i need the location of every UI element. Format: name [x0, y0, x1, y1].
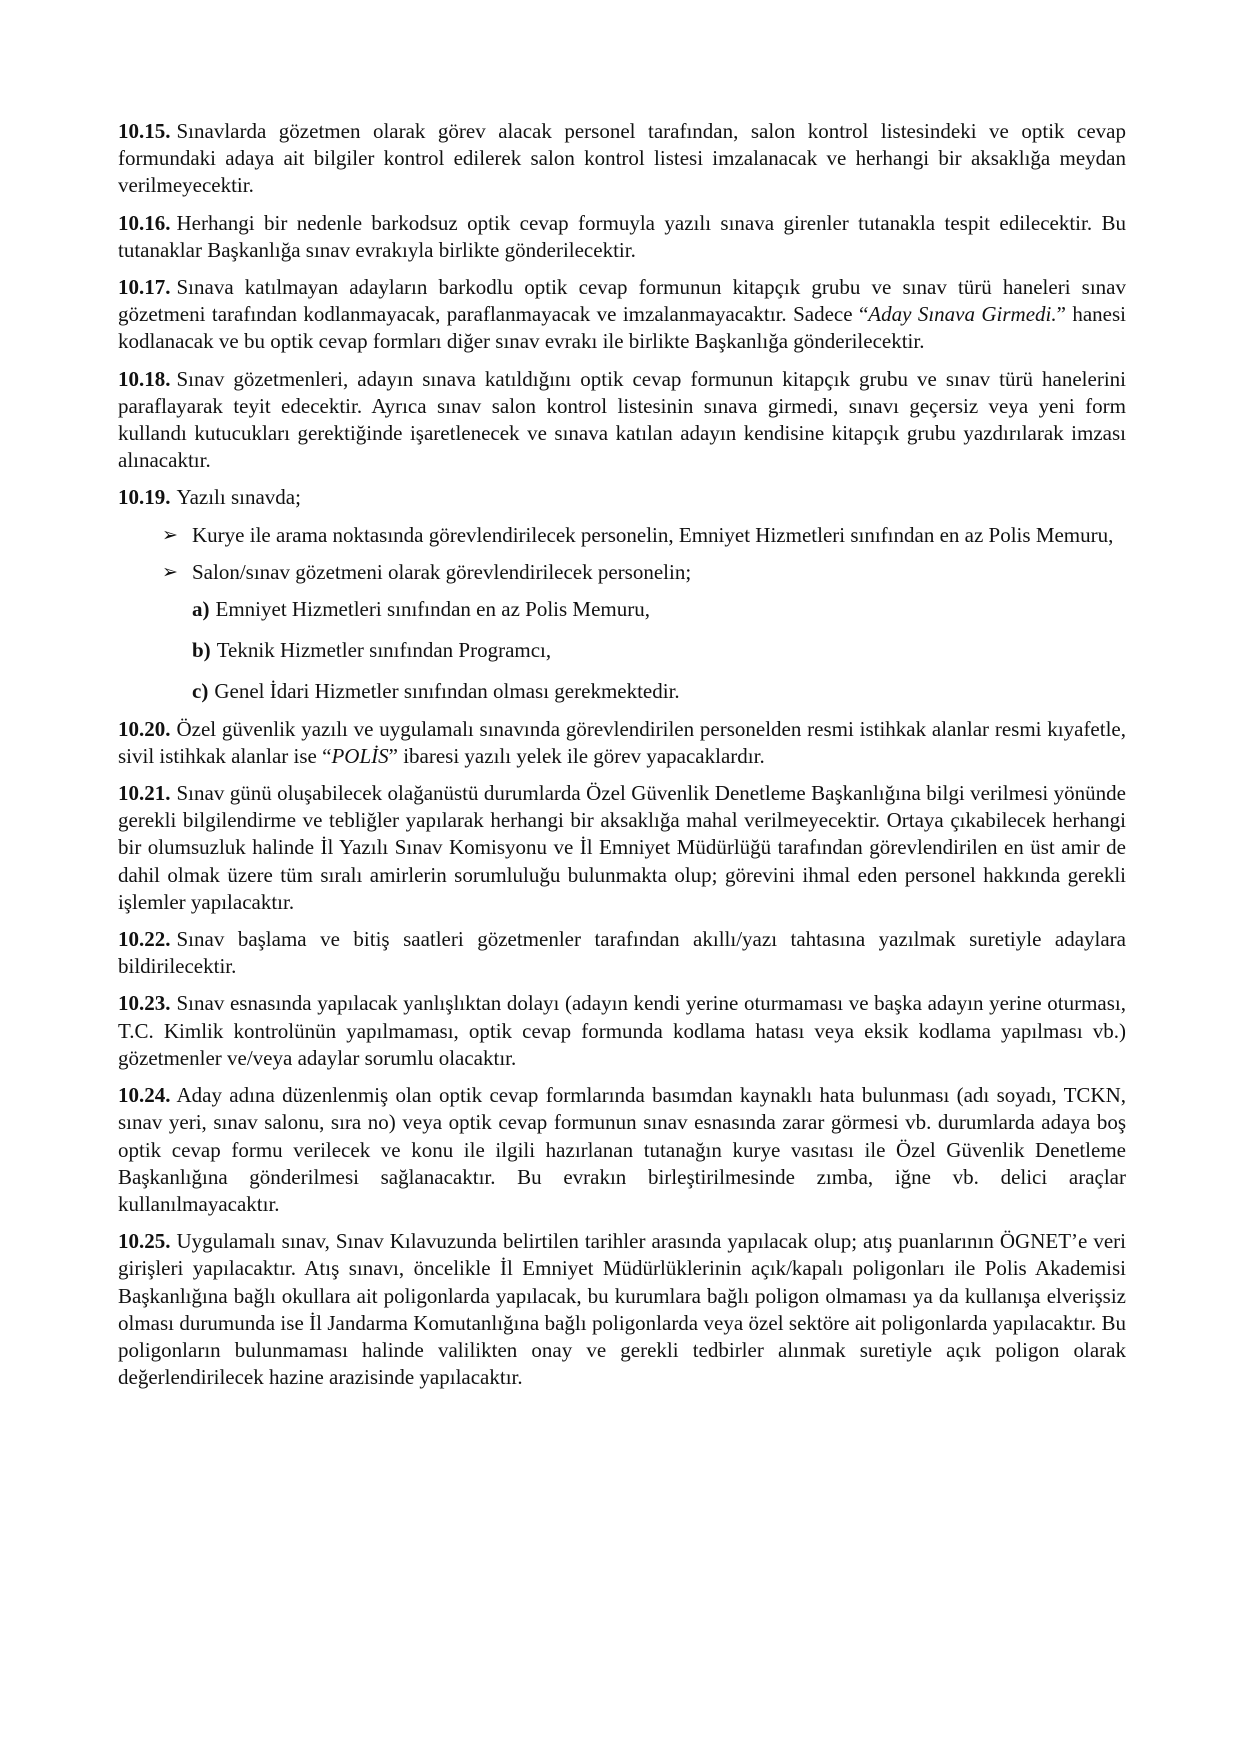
- section-number: 10.15.: [118, 119, 171, 143]
- section-number: 10.19.: [118, 485, 171, 510]
- bullet-item: [118, 522, 1126, 549]
- section-text: Sınav başlama ve bitiş saatleri gözetmenler tarafından akıllı/yazı tahtasına yazılmak suretiyle adaylara bildirilecektir.: [118, 927, 1126, 979]
- document-page: [118, 118, 1126, 1401]
- sub-item-b: [118, 637, 1126, 664]
- section-text: Aday adına düzenlenmiş olan optik cevap formlarında basımdan kaynaklı hata bulunması (adı soyadı, TCKN, sınav yeri, sınav salonu, sıra no) veya optik cevap formunun sınav esnasında zarar görmesi vb. durumlarda adaya boş optik cevap formu verilecek ve konu ile ilgili hazırlanan tutanağın kurye vasıtası ile Özel Güvenlik Denetleme Başkanlığına gönderilmesi sağlanacaktır. Bu evrakın birleştirilmesinde zımba, iğne vb. delici araçlar kullanılmayacaktır.: [118, 1083, 1126, 1216]
- arrowhead-bullet-icon: ➢: [162, 561, 178, 583]
- section-10-23: [118, 990, 1126, 1072]
- sub-item-letter: a): [192, 597, 210, 622]
- section-text-continued: ” hanesi kodlanacak ve bu optik cevap formları diğer sınav evrakı ile birlikte Başkanlığa gönderilecektir.: [118, 302, 1126, 354]
- section-number: 10.24.: [118, 1083, 171, 1108]
- sub-item-text: Emniyet Hizmetleri sınıfından en az Polis Memuru,: [215, 597, 650, 622]
- section-10-17: [118, 274, 1126, 356]
- bullet-item: [118, 559, 1126, 586]
- section-text: Yazılı sınavda;: [176, 485, 301, 510]
- section-number: 10.16.: [118, 210, 171, 235]
- section-number: 10.20.: [118, 716, 171, 741]
- section-10-15: [118, 118, 1126, 200]
- section-text: Herhangi bir nedenle barkodsuz optik cevap formuyla yazılı sınava girenler tutanakla tespit edilecektir. Bu tutanaklar Başkanlığa sınav evrakıyla birlikte gönderilecektir.: [118, 210, 1126, 262]
- section-text: Uygulamalı sınav, Sınav Kılavuzunda belirtilen tarihler arasında yapılacak olup; atış puanlarının ÖGNET’e veri girişleri yapılacaktır. Atış sınavı, öncelikle İl Emniyet Müdürlüklerinin açık/kapalı poligonları ile Polis Akademisi Başkanlığına bağlı okullara ait poligonlarda yapılacak, bu kurumlara bağlı poligon olmaması ya da kullanışa elverişsiz olması durumunda ise İl Jandarma Komutanlığına bağlı poligonlarda veya özel sektöre ait poligonlarda yapılacaktır. Bu poligonların bulunmaması halinde valilikten onay ve gerekli tedbirler alınmak suretiyle açık poligon olarak değerlendirilecek hazine arazisinde yapılacaktır.: [118, 1229, 1126, 1390]
- section-number: 10.22.: [118, 927, 171, 952]
- section-text: Sınava katılmayan adayların barkodlu optik cevap formunun kitapçık grubu ve sınav türü haneleri sınav gözetmeni tarafından kodlanmayacak, paraflanmayacak ve imzalanmayacaktır. Sadece “: [118, 275, 1126, 327]
- section-text: Sınavlarda gözetmen olarak görev alacak personel tarafından, salon kontrol listesindeki ve optik cevap formundaki adaya ait bilgiler kontrol edilerek salon kontrol listesi imzalanacak ve herhangi bir aksaklığa meydan verilmeyecektir.: [118, 119, 1126, 198]
- sub-item-letter: b): [192, 638, 211, 663]
- sub-item-text: Genel İdari Hizmetler sınıfından olması gerekmektedir.: [214, 679, 680, 704]
- section-number: 10.21.: [118, 781, 171, 806]
- section-number: 10.17.: [118, 275, 171, 300]
- section-10-18: [118, 366, 1126, 475]
- section-number: 10.25.: [118, 1229, 171, 1254]
- bullet-text: Kurye ile arama noktasında görevlendirilecek personelin, Emniyet Hizmetleri sınıfından en az Polis Memuru,: [192, 522, 1114, 547]
- italic-phrase: Aday Sınava Girmedi.: [868, 302, 1057, 327]
- section-text-continued: ” ibaresi yazılı yelek ile görev yapacaklardır.: [388, 743, 765, 768]
- section-10-22: [118, 926, 1126, 980]
- section-text: Sınav esnasında yapılacak yanlışlıktan dolayı (adayın kendi yerine oturmaması ve başka adayın yerine oturması, T.C. Kimlik kontrolünün yapılmaması, optik cevap formunda kodlama hatası veya eksik kodlama yapılması vb.) gözetmenler ve/veya adaylar sorumlu olacaktır.: [118, 991, 1126, 1070]
- section-10-20: [118, 716, 1126, 770]
- section-number: 10.23.: [118, 991, 171, 1016]
- section-10-16: [118, 210, 1126, 264]
- section-10-19: [118, 484, 1126, 511]
- sub-item-c: [118, 678, 1126, 705]
- sub-item-text: Teknik Hizmetler sınıfından Programcı,: [216, 638, 552, 663]
- italic-phrase: POLİS: [331, 743, 389, 768]
- section-10-25: [118, 1228, 1126, 1391]
- section-text: Sınav gözetmenleri, adayın sınava katıldığını optik cevap formunun kitapçık grubu ve sınav türü hanelerini paraflayarak teyit edecektir. Ayrıca sınav salon kontrol listesinin sınava girmedi, sınavı geçersiz veya yeni form kullandı kutucukları gerektiğinde işaretlenecek ve sınava katılan adayın kendisine kitapçık grubu yazdırılarak imzası alınacaktır.: [118, 366, 1126, 473]
- bullet-text: Salon/sınav gözetmeni olarak görevlendirilecek personelin;: [192, 559, 692, 584]
- section-text: Özel güvenlik yazılı ve uygulamalı sınavında görevlendirilen personelden resmi istihkak alanlar resmi kıyafetle, sivil istihkak alanlar ise “: [118, 716, 1126, 768]
- sub-item-a: [118, 596, 1126, 623]
- section-text: Sınav günü oluşabilecek olağanüstü durumlarda Özel Güvenlik Denetleme Başkanlığına bilgi verilmesi yönünde gerekli bilgilendirme ve tebliğler yapılarak herhangi bir aksaklığa mahal verilmeyecektir. Ortaya çıkabilecek herhangi bir olumsuzluk halinde İl Yazılı Sınav Komisyonu ve İl Emniyet Müdürlüğü tarafından görevlendirilen en üst amir de dahil olmak üzere tüm sıralı amirlerin sorumluluğu bulunmakta olup; görevini ihmal eden personel hakkında gerekli işlemler yapılacaktır.: [118, 781, 1126, 914]
- arrowhead-bullet-icon: ➢: [162, 524, 178, 546]
- sub-item-letter: c): [192, 679, 209, 704]
- section-10-21: [118, 780, 1126, 916]
- section-number: 10.18.: [118, 366, 171, 391]
- section-10-24: [118, 1082, 1126, 1218]
